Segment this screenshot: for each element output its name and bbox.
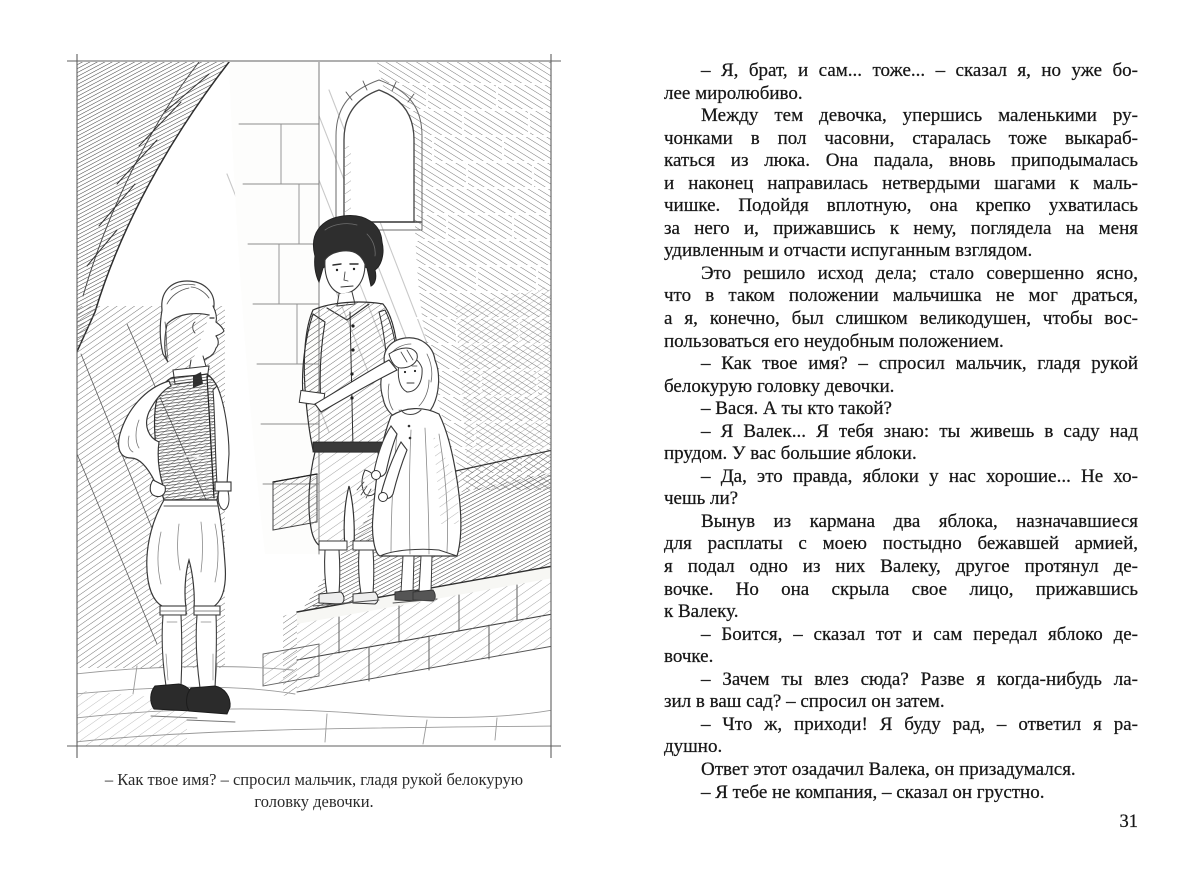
text-line: за него и, прижавшись к нему, поглядела на меня	[664, 217, 1138, 239]
text-line: – Зачем ты влез сюда? Разве я когда-нибудь ла-	[701, 668, 1138, 690]
text-line: вочке.	[664, 646, 714, 668]
page-number: 31	[1119, 812, 1138, 832]
paragraph	[664, 624, 1138, 669]
text-line: чишке. Подойдя вплотную, она крепко ухватилась	[664, 195, 1138, 217]
illustration-drawing	[67, 54, 561, 758]
paragraph	[664, 263, 1138, 353]
paragraph	[664, 353, 1138, 398]
text-line: прудом. У вас большие яблоки.	[664, 443, 917, 465]
text-line: к Валеку.	[664, 601, 739, 623]
text-line: что в таком положении мальчишка не мог драться,	[664, 285, 1138, 307]
paragraph	[664, 466, 1138, 511]
paragraph	[664, 759, 1138, 782]
text-line: пользоваться его неудобным положением.	[664, 330, 1004, 352]
text-line: – Я тебе не компания, – сказал он грустно.	[701, 781, 1045, 803]
illustration	[67, 54, 561, 758]
text-line: белокурую головку девочки.	[664, 375, 895, 397]
paragraph	[664, 782, 1138, 805]
paragraph	[664, 669, 1138, 714]
text-line: я подал одно из них Валеку, другое протянул де-	[664, 556, 1138, 578]
text-line: чонками в пол часовни, старалась тоже выкараб-	[664, 127, 1138, 149]
text-line: а я, конечно, был слишком великодушен, чтобы вос-	[664, 308, 1138, 330]
paragraph	[664, 60, 1138, 105]
text-line: чешь ли?	[664, 488, 739, 510]
paragraph	[664, 398, 1138, 421]
caption-line: головку девочки.	[254, 791, 374, 811]
text-line: – Боится, – сказал тот и сам передал яблоко де-	[701, 623, 1138, 645]
text-line: для расплаты с моею постыдно бежавшей армией,	[664, 533, 1138, 555]
text-line: удивленным и отчасти испуганным взглядом.	[664, 240, 1033, 262]
caption-line: – Как твое имя? – спросил мальчик, гладя рукой белокурую	[104, 770, 524, 789]
text-line: – Вася. А ты кто такой?	[701, 398, 892, 420]
text-line: – Я, брат, и сам... тоже... – сказал я, но уже бо-	[701, 60, 1138, 81]
text-line: и наконец направилась нетвердыми шагами к маль-	[664, 172, 1138, 194]
text-line: Между тем девочка, упершись маленькими ру-	[701, 105, 1138, 127]
paragraph	[664, 421, 1138, 466]
text-line: вочке. Но она скрыла свое лицо, прижавшись	[664, 578, 1138, 600]
text-line: – Как твое имя? – спросил мальчик, гладя рукой	[701, 353, 1138, 375]
paragraph	[664, 714, 1138, 759]
text-line: душно.	[664, 736, 723, 758]
illustration-caption	[67, 769, 561, 812]
text-line: каться из люка. Она падала, вновь приподымалась	[664, 150, 1138, 172]
text-line: Это решило исход дела; стало совершенно ясно,	[701, 262, 1138, 284]
text-line: – Что ж, приходи! Я буду рад, – ответил я ра-	[701, 713, 1138, 735]
paragraph	[664, 511, 1138, 624]
text-line: Вынув из кармана два яблока, назначавшиеся	[701, 510, 1138, 532]
paragraph	[664, 105, 1138, 263]
text-line: – Я Валек... Я тебя знаю: ты живешь в саду над	[701, 420, 1138, 442]
text-line: лее миролюбиво.	[664, 82, 803, 104]
text-line: зил в ваш сад? – спросил он затем.	[664, 691, 945, 713]
text-line: Ответ этот озадачил Валека, он призадумался.	[701, 758, 1076, 780]
text-line: – Да, это правда, яблоки у нас хорошие... Не хо-	[701, 465, 1138, 487]
text-column	[664, 60, 1138, 804]
